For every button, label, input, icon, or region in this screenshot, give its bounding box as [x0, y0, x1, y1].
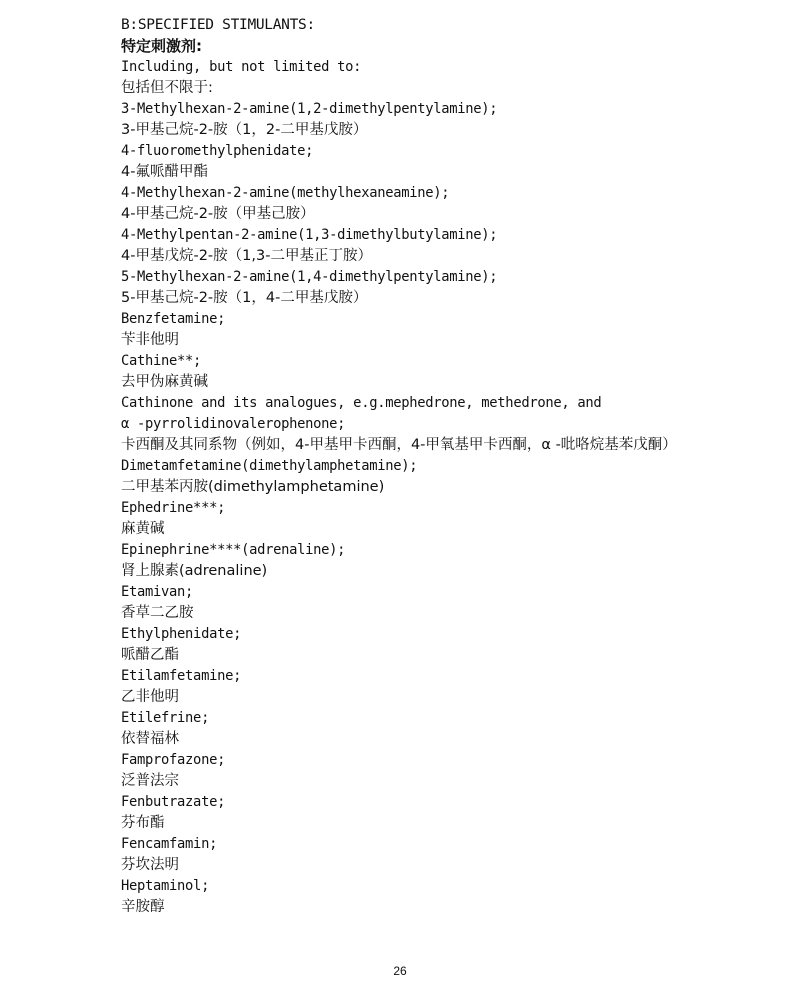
list-item-chinese: 辛胺醇 — [121, 899, 165, 915]
list-item-chinese: 芬坎法明 — [121, 857, 179, 873]
list-item: Dimetamfetamine(dimethylamphetamine); — [121, 458, 418, 474]
list-item-chinese: 4-甲基己烷-2-胺（甲基己胺） — [121, 206, 315, 222]
list-item: 4-Methylhexan-2-amine(methylhexaneamine); — [121, 185, 450, 201]
list-item-chinese: 去甲伪麻黄碱 — [121, 374, 208, 390]
list-item: Etamivan; — [121, 584, 194, 600]
list-item-chinese: 香草二乙胺 — [121, 605, 194, 621]
document-body — [121, 15, 761, 918]
list-item: Benzfetamine; — [121, 311, 226, 327]
list-item: Etilefrine; — [121, 710, 210, 726]
list-item-chinese: 4-甲基戊烷-2-胺（1,3-二甲基正丁胺） — [121, 248, 372, 264]
list-item: 4-fluoromethylphenidate; — [121, 143, 314, 159]
list-item: Ephedrine***; — [121, 500, 226, 516]
list-item-chinese: 肾上腺素(adrenaline) — [121, 563, 268, 579]
intro-line: Including, but not limited to: — [121, 59, 362, 75]
list-item: Famprofazone; — [121, 752, 226, 768]
section-heading-chinese: 特定刺激剂: — [121, 37, 202, 55]
list-item-chinese: 依替福林 — [121, 731, 179, 747]
list-item: Heptaminol; — [121, 878, 210, 894]
list-item: 4-Methylpentan-2-amine(1,3-dimethylbutylamine); — [121, 227, 498, 243]
list-item: Etilamfetamine; — [121, 668, 242, 684]
list-item-chinese: 4-氟哌醋甲酯 — [121, 164, 208, 180]
list-item: 3-Methylhexan-2-amine(1,2-dimethylpentylamine); — [121, 101, 498, 117]
list-item-chinese: 乙非他明 — [121, 689, 179, 705]
list-item: Epinephrine****(adrenaline); — [121, 542, 346, 558]
list-item-chinese: 哌醋乙酯 — [121, 647, 179, 663]
section-heading: B:SPECIFIED STIMULANTS: — [121, 17, 315, 33]
list-item: Cathinone and its analogues, e.g.mephedrone, methedrone, and — [121, 395, 602, 411]
list-item-chinese: 5-甲基己烷-2-胺（1，4-二甲基戊胺） — [121, 290, 368, 306]
list-item-chinese: 3-甲基己烷-2-胺（1，2-二甲基戊胺） — [121, 122, 368, 138]
intro-line-chinese: 包括但不限于: — [121, 80, 213, 96]
list-item: Cathine**; — [121, 353, 202, 369]
list-item: Fenbutrazate; — [121, 794, 226, 810]
list-item-chinese: 泛普法宗 — [121, 773, 179, 789]
list-item-continued: α -pyrrolidinovalerophenone; — [121, 416, 346, 432]
list-item: Ethylphenidate; — [121, 626, 242, 642]
page-number: 26 — [393, 964, 407, 978]
list-item-chinese: 麻黄碱 — [121, 521, 165, 537]
list-item: Fencamfamin; — [121, 836, 218, 852]
list-item-chinese: 卡西酮及其同系物（例如，4-甲基甲卡西酮，4-甲氧基甲卡西酮，α -吡咯烷基苯戊酮） — [121, 437, 677, 453]
list-item: 5-Methylhexan-2-amine(1,4-dimethylpentylamine); — [121, 269, 498, 285]
list-item-chinese: 苄非他明 — [121, 332, 179, 348]
list-item-chinese: 二甲基苯丙胺(dimethylamphetamine) — [121, 479, 385, 495]
list-item-chinese: 芬布酯 — [121, 815, 165, 831]
